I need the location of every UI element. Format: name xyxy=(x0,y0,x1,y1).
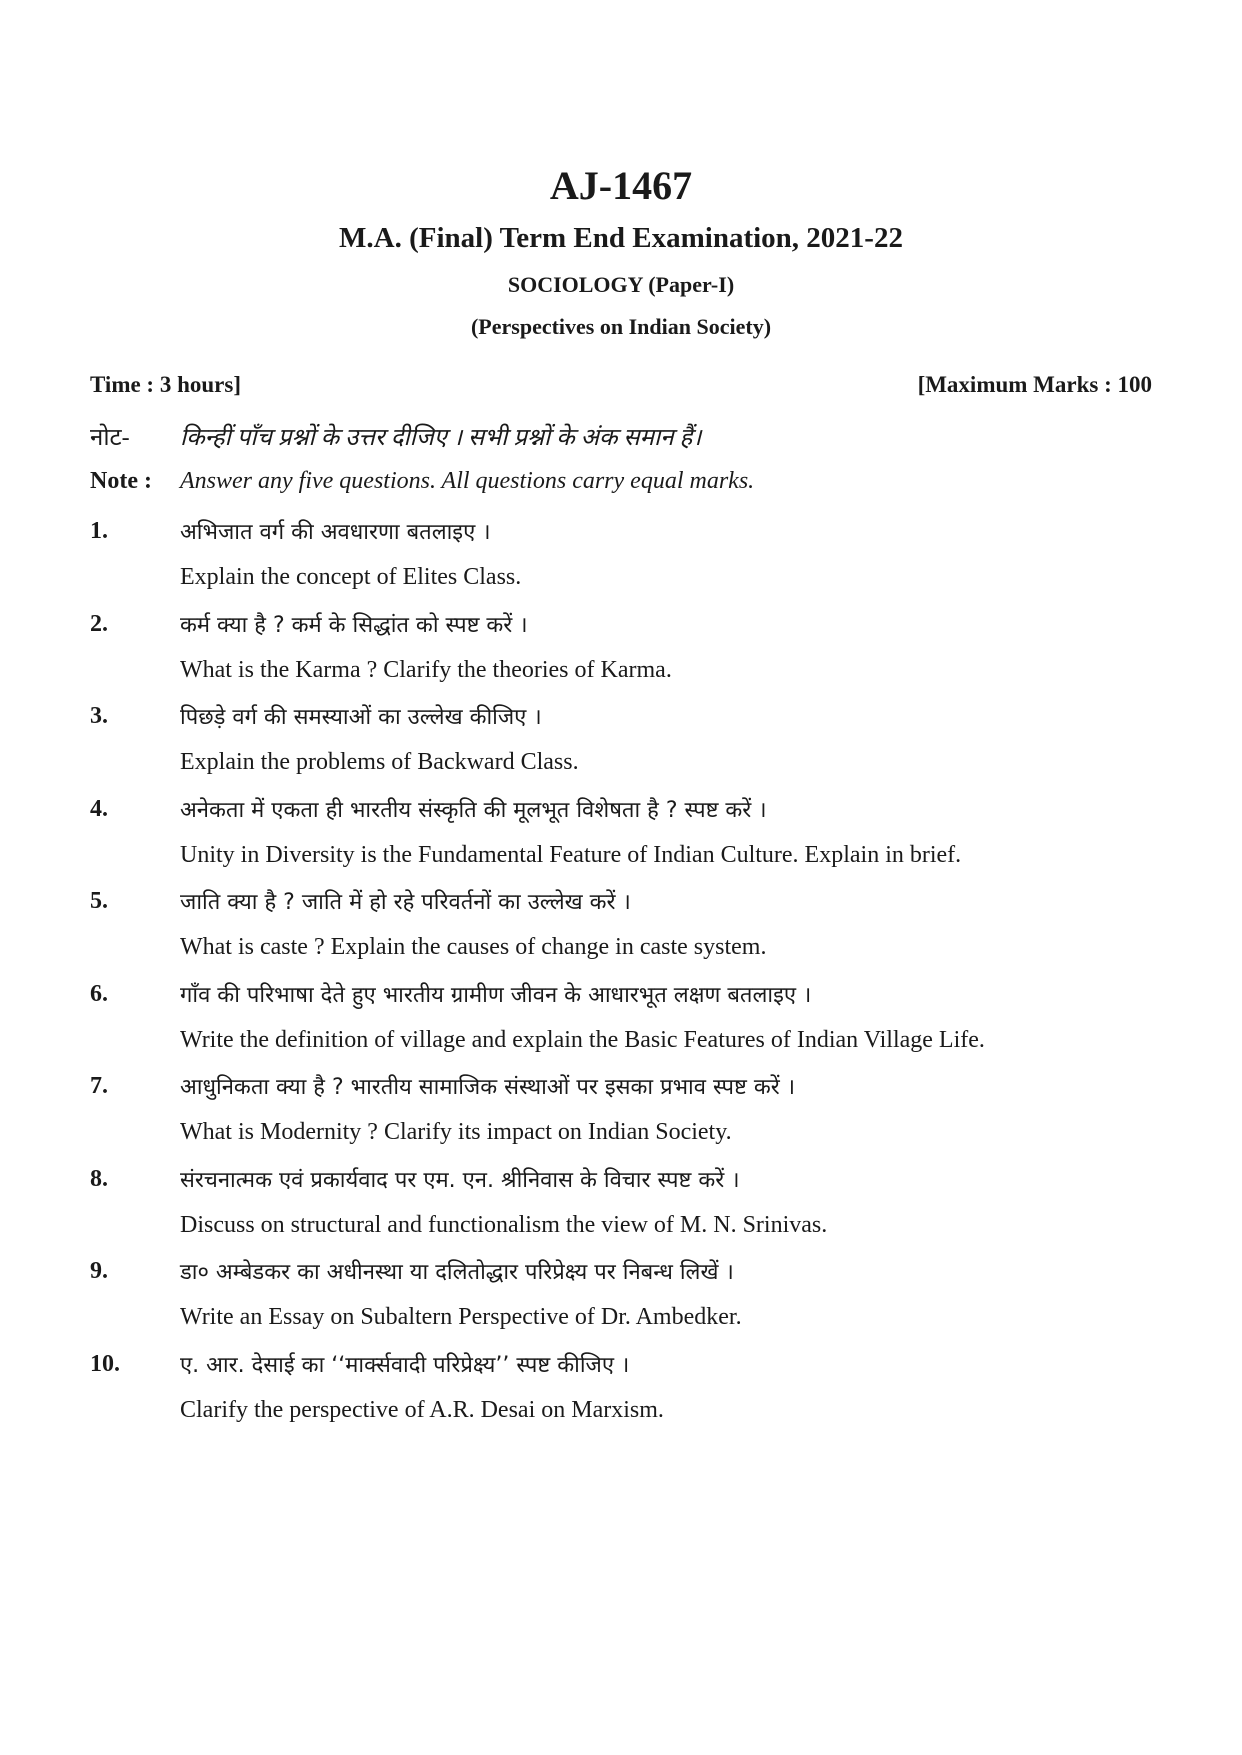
question-hindi: डा० अम्बेडकर का अधीनस्था या दलितोद्धार परिप्रेक्ष्य पर निबन्ध लिखें । xyxy=(180,1260,734,1285)
question-number: 10. xyxy=(90,1350,120,1377)
question-number: 5. xyxy=(90,888,108,914)
question-hindi: जाति क्या है ? जाति में हो रहे परिवर्तनों का उल्लेख करें । xyxy=(180,890,631,915)
question-list xyxy=(90,514,1170,1439)
question-item xyxy=(90,514,1170,607)
question-item xyxy=(90,884,1170,977)
paper-code: AJ-1467 xyxy=(549,163,693,208)
question-item xyxy=(90,1347,1170,1440)
question-hindi: पिछड़े वर्ग की समस्याओं का उल्लेख कीजिए । xyxy=(180,705,542,730)
note-hindi-text: किन्हीं पाँच प्रश्नों के उत्तर दीजिए । सभी प्रश्नों के अंक समान हैं। xyxy=(180,425,702,451)
question-english: Unity in Diversity is the Fundamental Feature of Indian Culture. Explain in brief. xyxy=(180,841,962,868)
question-hindi: कर्म क्या है ? कर्म के सिद्धांत को स्पष्ट करें । xyxy=(180,612,528,638)
note-english-label: Note : xyxy=(90,468,152,494)
subject-title: SOCIOLOGY (Paper-I) xyxy=(507,272,735,297)
time-allowed: Time : 3 hours] xyxy=(90,372,241,397)
question-hindi: गाँव की परिभाषा देते हुए भारतीय ग्रामीण जीवन के आधारभूत लक्षण बतलाइए । xyxy=(180,982,812,1008)
question-number: 4. xyxy=(90,795,108,822)
exam-title: M.A. (Final) Term End Examination, 2021-22 xyxy=(339,222,903,254)
note-english-text: Answer any five questions. All questions carry equal marks. xyxy=(180,468,755,494)
question-item xyxy=(90,1162,1170,1255)
question-number: 6. xyxy=(90,980,108,1007)
question-hindi: अनेकता में एकता ही भारतीय संस्कृति की मूलभूत विशेषता है ? स्पष्ट करें । xyxy=(180,797,767,823)
note-hindi-label: नोट- xyxy=(90,425,130,451)
question-number: 2. xyxy=(90,610,108,637)
question-item xyxy=(90,607,1170,700)
paper-title: (Perspectives on Indian Society) xyxy=(470,314,772,339)
question-hindi: अभिजात वर्ग की अवधारणा बतलाइए । xyxy=(180,520,491,545)
question-english: Explain the problems of Backward Class. xyxy=(180,749,579,775)
question-english: What is the Karma ? Clarify the theories of Karma. xyxy=(180,656,672,683)
question-english: What is Modernity ? Clarify its impact on Indian Society. xyxy=(180,1119,732,1145)
question-item xyxy=(90,699,1170,792)
question-english: Write an Essay on Subaltern Perspective of Dr. Ambedker. xyxy=(180,1304,742,1330)
note-english xyxy=(90,468,1170,495)
question-item xyxy=(90,1069,1170,1162)
question-english: Discuss on structural and functionalism the view of M. N. Srinivas. xyxy=(180,1211,828,1238)
question-english: Explain the concept of Elites Class. xyxy=(180,564,522,590)
question-number: 1. xyxy=(90,518,108,544)
note-hindi xyxy=(90,420,1170,453)
question-number: 7. xyxy=(90,1073,108,1099)
question-english: Write the definition of village and explain the Basic Features of Indian Village Life. xyxy=(180,1026,985,1053)
question-item xyxy=(90,977,1170,1070)
question-english: What is caste ? Explain the causes of change in caste system. xyxy=(180,934,767,960)
exam-meta xyxy=(90,372,1152,398)
question-number: 9. xyxy=(90,1258,108,1284)
maximum-marks: [Maximum Marks : 100 xyxy=(917,372,1152,397)
question-english: Clarify the perspective of A.R. Desai on Marxism. xyxy=(180,1396,664,1423)
question-item xyxy=(90,1254,1170,1347)
question-item xyxy=(90,792,1170,885)
question-hindi: आधुनिकता क्या है ? भारतीय सामाजिक संस्थाओं पर इसका प्रभाव स्पष्ट करें । xyxy=(180,1075,796,1100)
question-hindi: संरचनात्मक एवं प्रकार्यवाद पर एम. एन. श्रीनिवास के विचार स्पष्ट करें । xyxy=(180,1167,740,1193)
question-hindi: ए. आर. देसाई का ‘‘मार्क्सवादी परिप्रेक्ष्य’’ स्पष्ट कीजिए । xyxy=(180,1352,630,1378)
question-number: 8. xyxy=(90,1165,108,1192)
question-number: 3. xyxy=(90,703,108,729)
